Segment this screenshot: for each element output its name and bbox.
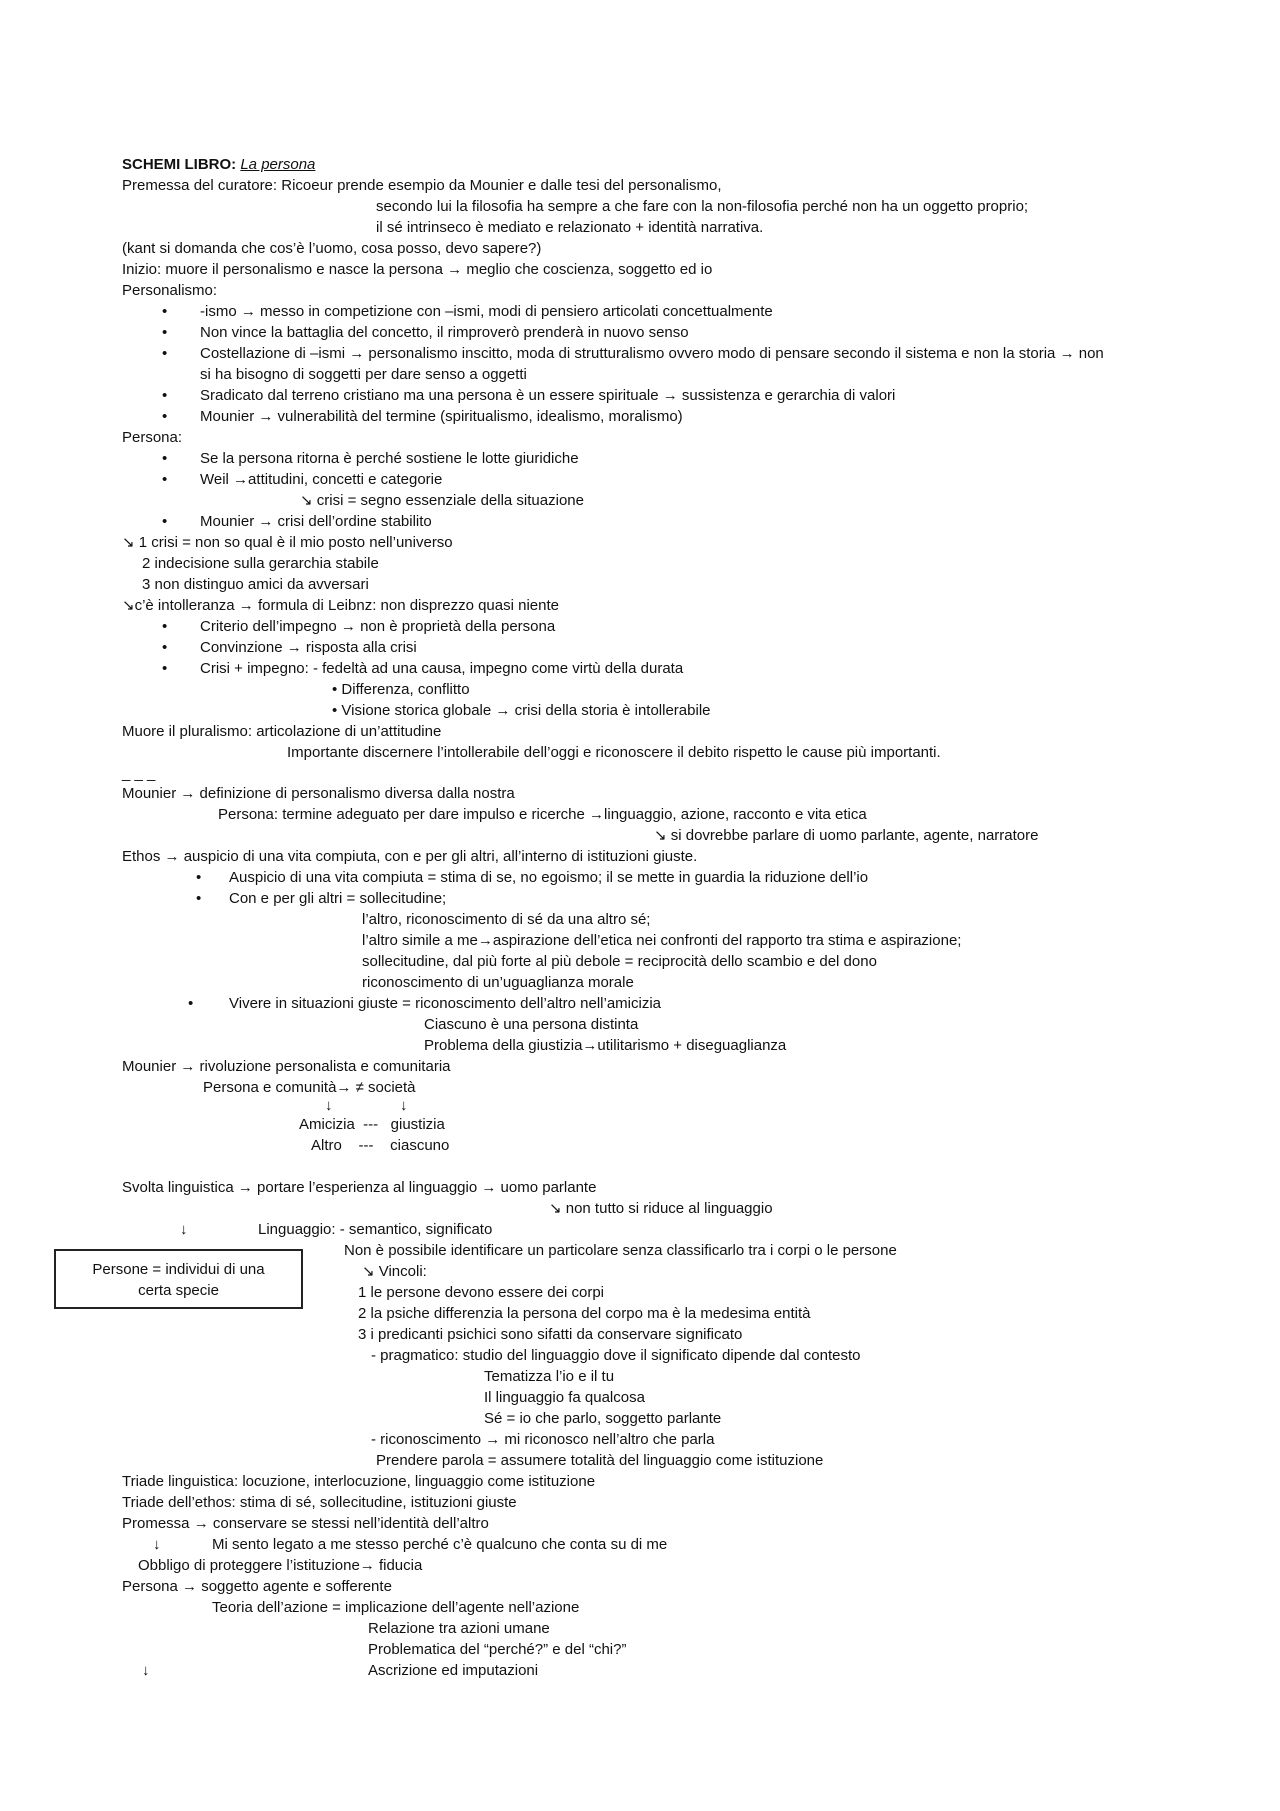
text-line: Linguaggio: - semantico, significato (258, 1221, 493, 1238)
list-item: Sradicato dal terreno cristiano ma una persona è un essere spirituale → sussistenza e gerarchia di valori (200, 387, 896, 404)
down-arrow: ↓ (325, 1097, 333, 1114)
sub-list-item: • Differenza, conflitto (332, 681, 470, 698)
list-item: Mounier → crisi dell’ordine stabilito (200, 513, 432, 530)
text-line: Muore il pluralismo: articolazione di un’attitudine (122, 723, 442, 740)
bullet-icon: • (196, 869, 202, 886)
text-line: Persona → soggetto agente e sofferente (122, 1578, 392, 1595)
separator: _ _ _ (122, 765, 156, 782)
down-arrow: ↓ (400, 1097, 408, 1114)
text-line: Svolta linguistica → portare l’esperienza al linguaggio → uomo parlante (122, 1179, 597, 1196)
text-line: ↘ si dovrebbe parlare di uomo parlante, agente, narratore (654, 827, 1039, 844)
text-line: il sé intrinseco è mediato e relazionato + identità narrativa. (376, 219, 764, 236)
text-line: Personalismo: (122, 282, 218, 299)
text-line: ↘ 1 crisi = non so qual è il mio posto nell’universo (122, 534, 453, 551)
bullet-icon: • (196, 890, 202, 907)
text-line: Triade dell’ethos: stima di sé, sollecitudine, istituzioni giuste (122, 1494, 517, 1511)
text-line: Problema della giustizia→utilitarismo + diseguaglianza (424, 1037, 787, 1054)
note-box-line: Persone = individui di una (92, 1261, 265, 1278)
text-line: Premessa del curatore: Ricoeur prende esempio da Mounier e dalle tesi del personalismo, (122, 177, 722, 194)
list-item-continued: si ha bisogno di soggetti per dare senso a oggetti (200, 366, 527, 383)
list-item: Convinzione → risposta alla crisi (200, 639, 417, 656)
text-line: (kant si domanda che cos’è l’uomo, cosa posso, devo sapere?) (122, 240, 542, 257)
text-line: Ethos → auspicio di una vita compiuta, con e per gli altri, all’interno di istituzioni giuste. (122, 848, 698, 865)
text-line: Amicizia --- giustizia (299, 1116, 445, 1133)
note-box (54, 1249, 303, 1309)
bullet-icon: • (162, 345, 168, 362)
text-line: Non è possibile identificare un particolare senza classificarlo tra i corpi o le persone (344, 1242, 897, 1259)
bullet-icon: • (162, 387, 168, 404)
down-arrow: ↓ (153, 1536, 161, 1553)
sub-list-item: • Visione storica globale → crisi della storia è intollerabile (332, 702, 711, 719)
text-line: Tematizza l’io e il tu (484, 1368, 615, 1385)
text-line: 1 le persone devono essere dei corpi (358, 1284, 604, 1301)
text-line: Inizio: muore il personalismo e nasce la persona → meglio che coscienza, soggetto ed io (122, 261, 713, 278)
list-item: Weil →attitudini, concetti e categorie (200, 471, 443, 488)
text-line: Il linguaggio fa qualcosa (484, 1389, 645, 1406)
bullet-icon: • (162, 471, 168, 488)
text-line: Relazione tra azioni umane (368, 1620, 550, 1637)
text-line: Problematica del “perché?” e del “chi?” (368, 1641, 627, 1658)
text-line: Persona e comunità→ ≠ società (203, 1079, 416, 1096)
text-line: ↘c’è intolleranza → formula di Leibnz: non disprezzo quasi niente (122, 597, 559, 614)
list-item: Con e per gli altri = sollecitudine; (229, 890, 447, 907)
title-book: La persona (240, 156, 316, 173)
text-line: Mounier → definizione di personalismo diversa dalla nostra (122, 785, 515, 802)
text-line: secondo lui la filosofia ha sempre a che fare con la non-filosofia perché non ha un oggetto proprio; (376, 198, 1029, 215)
list-item: Crisi + impegno: - fedeltà ad una causa, impegno come virtù della durata (200, 660, 684, 677)
list-item: Costellazione di –ismi → personalismo inscitto, moda di strutturalismo ovvero modo di pensare secondo il sistema e non la storia → non (200, 345, 1104, 362)
list-item: Se la persona ritorna è perché sostiene le lotte giuridiche (200, 450, 579, 467)
list-item: -ismo → messo in competizione con –ismi, modi di pensiero articolati concettualmente (200, 303, 773, 320)
list-item: Auspicio di una vita compiuta = stima di se, no egoismo; il se mette in guardia la riduzione dell’io (229, 869, 869, 886)
bullet-icon: • (162, 450, 168, 467)
bullet-icon: • (162, 513, 168, 530)
text-line: 3 non distinguo amici da avversari (142, 576, 369, 593)
text-line: Mi sento legato a me stesso perché c’è qualcuno che conta su di me (212, 1536, 668, 1553)
bullet-icon: • (162, 408, 168, 425)
text-line: ↘ non tutto si riduce al linguaggio (549, 1200, 773, 1217)
text-line: l’altro, riconoscimento di sé da una altro sé; (362, 911, 651, 928)
list-item: Mounier → vulnerabilità del termine (spiritualismo, idealismo, moralismo) (200, 408, 683, 425)
text-line: Ciascuno è una persona distinta (424, 1016, 639, 1033)
bullet-icon: • (162, 660, 168, 677)
text-line: Ascrizione ed imputazioni (368, 1662, 539, 1679)
text-line: riconoscimento di un’uguaglianza morale (362, 974, 634, 991)
text-line: 2 indecisione sulla gerarchia stabile (142, 555, 379, 572)
list-item: Non vince la battaglia del concetto, il rimproverò prenderà in nuovo senso (200, 324, 689, 341)
text-line: sollecitudine, dal più forte al più debole = reciprocità dello scambio e del dono (362, 953, 877, 970)
bullet-icon: • (162, 303, 168, 320)
text-line: Persona: (122, 429, 183, 446)
list-item: Criterio dell’impegno → non è proprietà della persona (200, 618, 556, 635)
text-line: Prendere parola = assumere totalità del linguaggio come istituzione (376, 1452, 824, 1469)
text-line: Promessa → conservare se stessi nell’identità dell’altro (122, 1515, 489, 1532)
bullet-icon: • (162, 639, 168, 656)
text-line: Altro --- ciascuno (311, 1137, 450, 1154)
text-line: l’altro simile a me→aspirazione dell’etica nei confronti del rapporto tra stima e aspirazione; (362, 932, 962, 949)
text-line: - riconoscimento → mi riconosco nell’altro che parla (371, 1431, 715, 1448)
text-line: - pragmatico: studio del linguaggio dove il significato dipende dal contesto (371, 1347, 861, 1364)
text-line: Mounier → rivoluzione personalista e comunitaria (122, 1058, 451, 1075)
text-line: Obbligo di proteggere l’istituzione→ fiducia (138, 1557, 423, 1574)
note-box-line: certa specie (138, 1282, 219, 1299)
down-arrow: ↓ (142, 1662, 150, 1679)
title-label: SCHEMI LIBRO: (122, 156, 237, 173)
text-line: 3 i predicanti psichici sono sifatti da conservare significato (358, 1326, 743, 1343)
down-arrow: ↓ (180, 1221, 188, 1238)
page-title (122, 155, 315, 175)
list-item: Vivere in situazioni giuste = riconoscimento dell’altro nell’amicizia (229, 995, 662, 1012)
text-line: ↘ crisi = segno essenziale della situazione (300, 492, 584, 509)
text-line: Teoria dell’azione = implicazione dell’agente nell’azione (212, 1599, 580, 1616)
text-line: ↘ Vincoli: (362, 1263, 427, 1280)
bullet-icon: • (162, 324, 168, 341)
text-line: Sé = io che parlo, soggetto parlante (484, 1410, 722, 1427)
text-line: Persona: termine adeguato per dare impulso e ricerche →linguaggio, azione, racconto e vita etica (218, 806, 867, 823)
bullet-icon: • (188, 995, 194, 1012)
text-line: 2 la psiche differenzia la persona del corpo ma è la medesima entità (358, 1305, 811, 1322)
bullet-icon: • (162, 618, 168, 635)
text-line: Triade linguistica: locuzione, interlocuzione, linguaggio come istituzione (122, 1473, 596, 1490)
text-line: Importante discernere l’intollerabile dell’oggi e riconoscere il debito rispetto le cause più importanti. (287, 744, 941, 761)
